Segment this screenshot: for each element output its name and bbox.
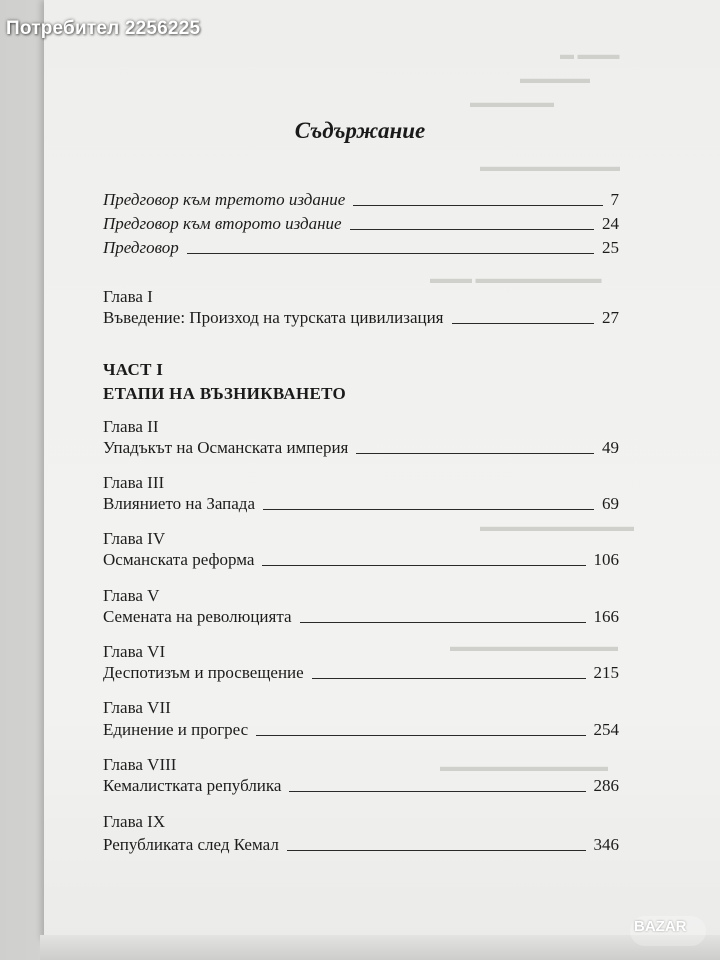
dot-leader [187,253,594,254]
toc-entry[interactable] [103,304,619,328]
toc-entry[interactable] [103,546,619,570]
chapter-label: Глава III [103,473,165,492]
entry-page: 7 [610,190,619,209]
toc-entry[interactable] [103,716,619,740]
entry-page: 27 [602,308,619,327]
entry-title: Деспотизъм и просвещение [103,663,304,682]
site-logo [630,912,710,952]
entry-page: 215 [593,663,619,682]
entry-title: Предговор към второто издание [103,214,342,233]
toc-entry[interactable] [103,603,619,627]
entry-title: Семената на революцията [103,607,292,626]
logo-text: BAZAR [634,918,687,935]
entry-title: Въведение: Произход на турската цивилизация [103,308,444,327]
bleed-through: ▬▬▬▬▬ [520,72,590,87]
part-title: ЕТАПИ НА ВЪЗНИКВАНЕТО [103,384,347,403]
page-edge [40,935,720,960]
dot-leader [262,565,585,566]
toc-entry[interactable] [103,234,619,258]
entry-title: Предговор към третото издание [103,190,346,209]
entry-page: 254 [593,720,619,739]
chapter-label: Глава IX [103,812,166,831]
dot-leader [356,453,594,454]
toc-entry[interactable] [103,772,619,796]
entry-page: 106 [593,550,619,569]
bleed-through: ▬ ▬▬▬ [560,48,620,63]
entry-title: Кемалистката република [103,776,282,795]
dot-leader [350,229,594,230]
dot-leader [287,850,586,851]
dot-leader [312,678,586,679]
chapter-label: Глава V [103,586,160,605]
entry-page: 49 [602,438,619,457]
entry-title: Упадъкът на Османската империя [103,438,349,457]
bleed-through: ▬▬▬▬▬▬▬▬▬▬▬▬ [440,760,608,775]
chapter-label: Глава VII [103,698,171,717]
toc-entry[interactable] [103,210,619,234]
entry-title: Влиянието на Запада [103,494,256,513]
toc-entry[interactable] [103,186,619,210]
chapter-label: Глава IV [103,529,166,548]
chapter-label: Глава II [103,417,159,436]
part-number: ЧАСТ I [103,360,164,379]
toc-entry[interactable] [103,434,619,458]
dot-leader [452,323,595,324]
toc-entry[interactable] [103,659,619,683]
entry-page: 166 [593,607,619,626]
chapter-label: Глава VIII [103,755,177,774]
toc-entry[interactable] [103,490,619,514]
bleed-through: ▬▬▬ ▬▬▬▬▬▬▬▬▬ [430,272,602,287]
chapter-label: Глава VI [103,642,166,661]
dot-leader [289,791,585,792]
entry-page: 286 [593,776,619,795]
dot-leader [300,622,586,623]
toc-heading: Съдържание [294,118,426,143]
bleed-through: ▬▬▬▬▬▬▬▬▬▬▬▬ [450,640,618,655]
dot-leader [263,509,594,510]
dot-leader [256,735,585,736]
toc-entry[interactable] [103,831,619,855]
watermark-username: Потребител 2256225 [6,18,201,39]
entry-title: Единение и прогрес [103,720,249,739]
entry-page: 25 [602,238,619,257]
entry-title: Републиката след Кемал [103,835,279,854]
entry-page: 69 [602,494,619,513]
entry-title: Османската реформа [103,550,255,569]
entry-title: Предговор [103,238,179,257]
bleed-through: ▬▬▬▬▬▬▬▬▬▬▬ [480,520,634,535]
bleed-through: ▬▬▬▬▬▬▬▬▬▬ [480,160,620,175]
chapter-label: Глава I [103,287,153,306]
dot-leader [353,205,602,206]
entry-page: 346 [593,835,619,854]
entry-page: 24 [602,214,619,233]
bleed-through: ▬▬▬▬▬▬ [470,96,554,111]
